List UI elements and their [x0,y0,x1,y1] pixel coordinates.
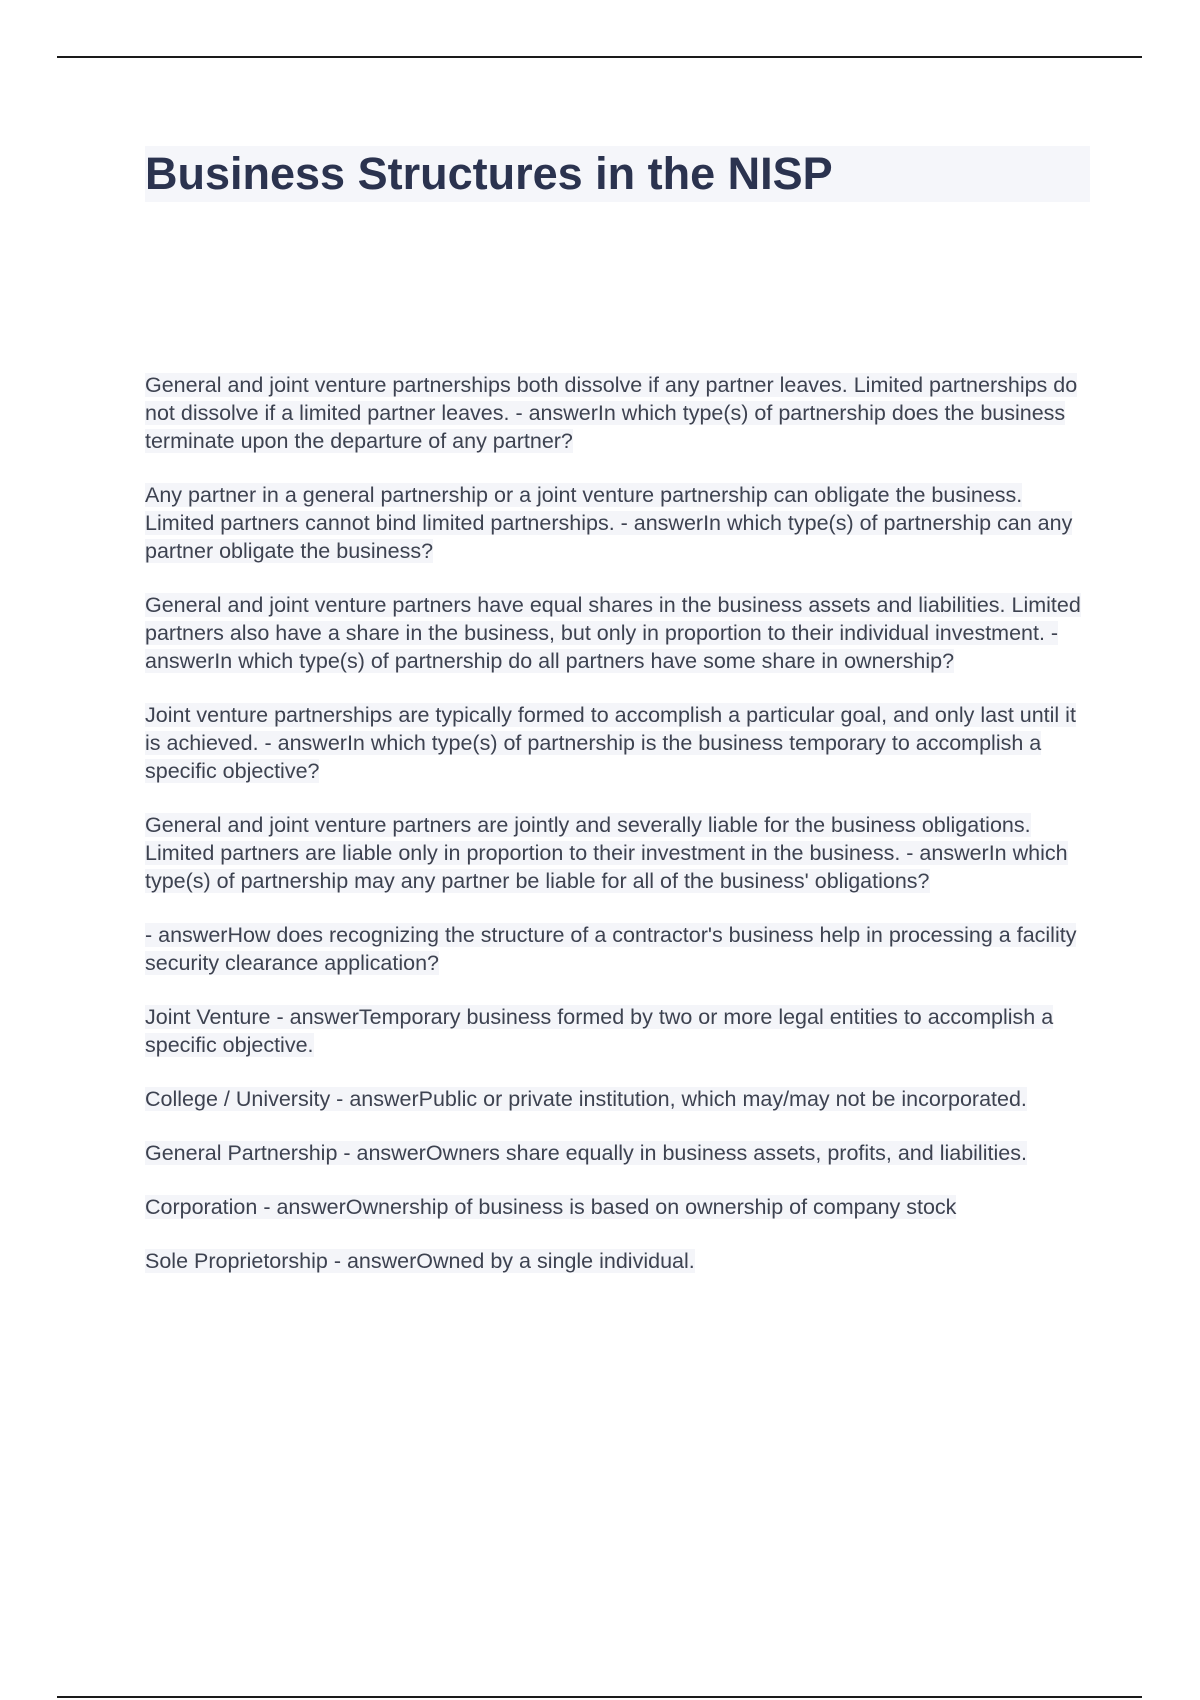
qa-item-3 [145,591,1090,675]
qa-item-6 [145,921,1090,977]
qa-item-text: General and joint venture partners have equal shares in the business assets and liabilities. Limited partners also have a share in the business, but only in proportion to their individual investment. - answerIn which type(s) of partnership do all partners have some share in ownership? [145,593,1081,673]
qa-item-text: General and joint venture partners are jointly and severally liable for the business obligations. Limited partners are liable only in proportion to their investment in the business. - answerIn which type(s) of partnership may any partner be liable for all of the business' obligations? [145,813,1068,893]
qa-item-text: Sole Proprietorship - answerOwned by a single individual. [145,1249,695,1273]
bottom-divider [57,1696,1142,1698]
qa-item-text: Joint Venture - answerTemporary business formed by two or more legal entities to accomplish a specific objective. [145,1005,1054,1057]
qa-item-11 [145,1247,1090,1275]
qa-item-9 [145,1139,1090,1167]
qa-item-text: General and joint venture partnerships both dissolve if any partner leaves. Limited partnerships do not dissolve if a limited partner leaves. - answerIn which type(s) of partnership does the business terminate upon the departure of any partner? [145,373,1078,453]
qa-item-1 [145,371,1090,455]
qa-item-2 [145,481,1090,565]
qa-item-5 [145,811,1090,895]
qa-item-7 [145,1003,1090,1059]
qa-item-text: Corporation - answerOwnership of business is based on ownership of company stock [145,1195,957,1219]
top-divider [57,56,1142,58]
qa-item-text: - answerHow does recognizing the structure of a contractor's business help in processing a facility security clearance application? [145,923,1077,975]
document-body [145,146,1090,1301]
qa-item-text: General Partnership - answerOwners share equally in business assets, profits, and liabilities. [145,1141,1027,1165]
qa-item-8 [145,1085,1090,1113]
qa-item-4 [145,701,1090,785]
qa-item-10 [145,1193,1090,1221]
page-title: Business Structures in the NISP [145,146,1090,202]
qa-list [145,371,1090,1275]
qa-item-text: Joint venture partnerships are typically formed to accomplish a particular goal, and only last until it is achieved. - answerIn which type(s) of partnership is the business temporary to accomplish a specific objective? [145,703,1076,783]
qa-item-text: Any partner in a general partnership or a joint venture partnership can obligate the business. Limited partners cannot bind limited partnerships. - answerIn which type(s) of partnership can any partner obligate the business? [145,483,1073,563]
qa-item-text: College / University - answerPublic or private institution, which may/may not be incorporated. [145,1087,1027,1111]
